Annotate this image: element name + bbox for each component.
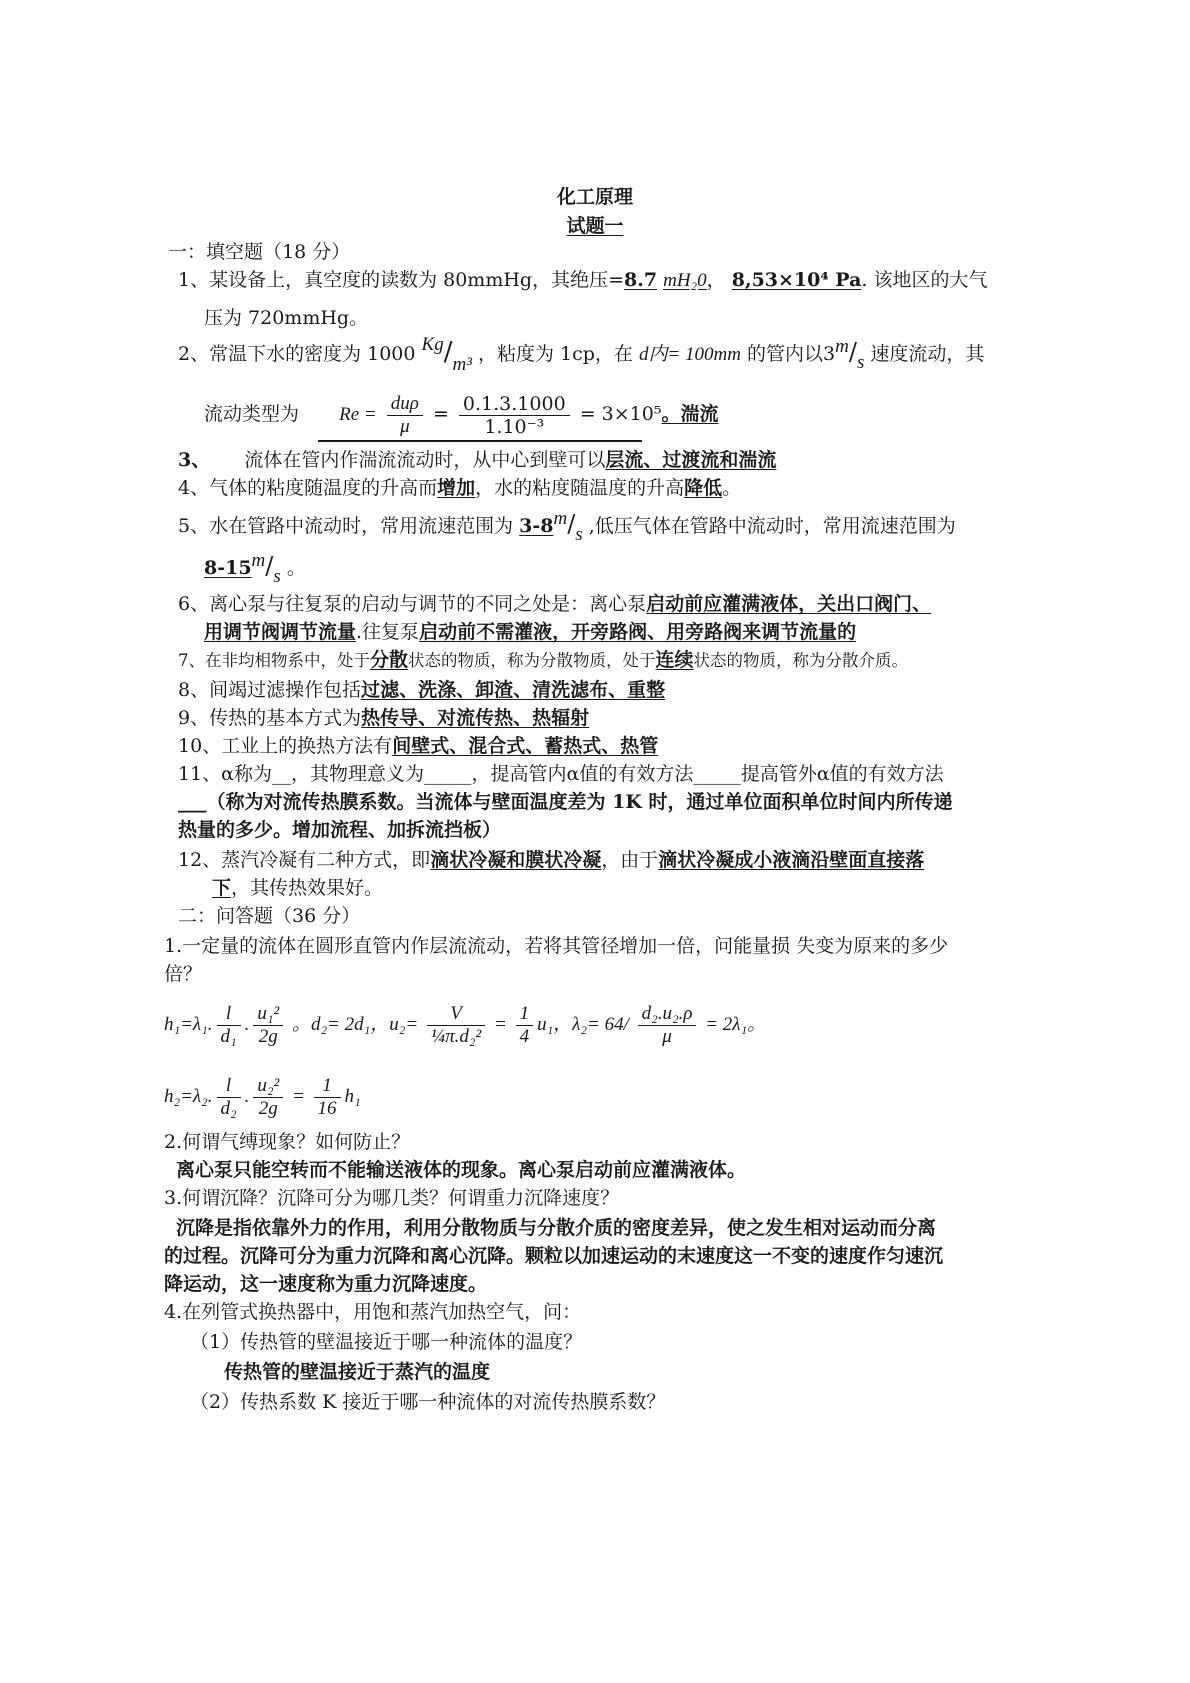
f2-sixteen: 16 <box>317 1098 337 1120</box>
f2-h1: h₁ <box>344 1086 361 1107</box>
q2-text-e: 流动类型为 <box>204 403 300 425</box>
q2-re: Re = <box>339 404 377 425</box>
q1-answer-b: 8,53×10⁴ Pa <box>731 269 862 291</box>
p2q4-question: 4.在列管式换热器中，用饱和蒸汽加热空气，问： <box>164 1301 582 1323</box>
q6-answer-a: 启动前应灌满液体，关出口阀门、 <box>646 593 932 615</box>
q2-text-d: 速度流动，其 <box>870 343 985 365</box>
q11-line2: ___（称为对流传热膜系数。当流体与壁面温度差为 1K 时，通过单位面积单位时间内所传递 <box>178 791 953 813</box>
q11-line3: 热量的多少。增加流程、加拆流挡板） <box>178 819 502 841</box>
f2-frac-l-d2 <box>217 1075 241 1120</box>
q5-text-c: 。 <box>286 557 306 579</box>
q3-line <box>178 446 1190 474</box>
q8-answer: 过滤、洗涤、卸渣、清洗滤布、重整 <box>361 679 666 701</box>
q1-line1 <box>178 266 1190 295</box>
q5-slash2: / <box>265 552 274 580</box>
q2-text-c: 的管内以 <box>747 343 824 365</box>
f2-frac-sixteenth <box>314 1075 341 1120</box>
f2-one: 1 <box>314 1075 341 1098</box>
q2-s: s <box>856 352 865 373</box>
q8-line <box>178 676 1190 704</box>
q2-line2 <box>204 390 1190 439</box>
q7-answer-b: 连续 <box>655 649 694 671</box>
f1-frac-re <box>638 1003 697 1048</box>
q2-din: d内= 100mm <box>638 344 741 365</box>
q5-answer-a: 3-8 <box>519 515 554 537</box>
f1-frac-l-d1 <box>217 1003 241 1048</box>
q2-eq: = <box>432 403 449 425</box>
q2-frac2 <box>459 393 570 438</box>
p2q3-answer-line3: 降运动，这一速度称为重力沉降速度。 <box>164 1273 488 1295</box>
q3-text: 流体在管内作湍流流动时，从中心到壁可以 <box>244 449 606 471</box>
f1-v: V <box>427 1003 485 1026</box>
f1-l: l <box>217 1003 241 1026</box>
p2q4-sub1: （1）传热管的壁温接近于哪一种流体的温度？ <box>190 1331 583 1353</box>
p2q1-formula1: h₁=λ₁. $\frac{l}{\text{d₁}}$ . $\frac{\text{u₁²}}{2g}$ 。d₂= 2d₁，u₂= $\frac{V}{\text{¼π.d₂²}}$ = $\frac{1}{4}$ u₁，λ₂= 64/ $\frac{\text{d₂.u₂.ρ}}{\mu}$ = 2λ₁。 <box>164 1003 767 1048</box>
q1-sep: ， <box>706 269 726 291</box>
q2-slash: / <box>443 337 453 367</box>
q5-line1 <box>178 508 1190 545</box>
q12-line1 <box>178 846 1190 874</box>
q5-text-b: ,低压气体在管路中流动时，常用流速范围为 <box>588 515 956 537</box>
q6-answer-c: 启动前不需灌液，开旁路阀、用旁路阀来调节流量的 <box>419 621 857 643</box>
q1-text-a: 1、某设备上，真空度的读数为 80mmHg，其绝压= <box>178 269 624 291</box>
q2-m3: m³ <box>452 354 472 375</box>
q5-line2 <box>204 550 1190 587</box>
q11-line1: 11、α称为__，其物理意义为_____，提高管内α值的有效方法_____提高管外α值的有效方法 <box>178 763 944 785</box>
q2-frac2-num: 0.1.3.1000 <box>459 393 570 416</box>
f1-end: = 2λ₁。 <box>705 1014 767 1035</box>
course-title: 化工原理 <box>556 186 633 208</box>
q12-answer-b: 滴状冷凝成小液滴沿壁面直接落 <box>658 849 925 871</box>
q2-underline <box>318 440 642 442</box>
q1-text-b: . 该地区的大气 <box>861 269 988 291</box>
q12-text-b: ，由于 <box>601 849 659 871</box>
q2-text-a: 2、常温下水的密度为 1000 <box>178 343 416 365</box>
q2-text-b: ，粘度为 1cp，在 <box>477 343 633 365</box>
q5-s: s <box>575 524 583 545</box>
q12-text-a: 12、蒸汽冷凝有二种方式，即 <box>178 849 431 871</box>
part2-heading: 二：问答题（36 分） <box>178 905 361 927</box>
q10-line <box>178 732 1190 760</box>
q2-frac2-den: 1.10⁻³ <box>484 415 545 438</box>
q12-answer-c: 下 <box>212 877 232 899</box>
q6-text-a: 6、离心泵与往复泵的启动与调节的不同之处是：离心泵 <box>178 593 647 615</box>
q2-m: m <box>835 336 849 357</box>
q6-line1 <box>178 590 1190 618</box>
q7-text-c: 状态的物质，称为分散介质。 <box>693 651 909 670</box>
f1-d2u2rho: d₂.u₂.ρ <box>638 1003 697 1026</box>
q9-answer: 热传导、对流传热、热辐射 <box>361 707 590 729</box>
q1-answer-a: 8.7 <box>624 269 658 291</box>
q4-text-b: ，水的粘度随温度的升高 <box>475 477 685 499</box>
f2-d2: d₂ <box>220 1098 237 1120</box>
q5-s2: s <box>273 566 281 587</box>
q7-text-b: 状态的物质，称为分散物质，处于 <box>408 651 656 670</box>
q5-m: m <box>553 508 568 529</box>
p2q1-formula2: h₂=λ₂. $\frac{l}{\text{d₂}}$ . $\frac{\text{u₂²}}{2g}$ = $\frac{1}{16}$ h₁ <box>164 1075 361 1120</box>
p2q3-question: 3.何谓沉降？沉降可分为哪几类？何谓重力沉降速度？ <box>164 1187 620 1209</box>
f2-2g: 2g <box>258 1098 278 1120</box>
q2-speed: 3 <box>823 343 836 365</box>
p2q1-line1: 1.一定量的流体在圆形直管内作层流流动，若将其管径增加一倍，问能量损 失变为原来的多少 <box>164 935 949 957</box>
f1-mid: 。d₂= 2d₁，u₂= <box>291 1014 419 1035</box>
q2-frac1-den: μ <box>400 415 410 437</box>
f1-h1: h₁=λ₁. <box>164 1014 213 1035</box>
f2-eq: = <box>291 1086 305 1107</box>
q4-text-a: 4、气体的粘度随温度的升高而 <box>178 477 438 499</box>
f2-h2: h₂=λ₂. <box>164 1086 213 1107</box>
q2-frac1 <box>387 393 423 438</box>
p2q2-question: 2.何谓气缚现象？如何防止？ <box>164 1131 411 1153</box>
q10-text: 10、工业上的换热方法有 <box>178 735 393 757</box>
q5-answer-b: 8-15 <box>204 557 252 579</box>
q6-line2 <box>204 618 1190 646</box>
q6-text-b: .往复泵 <box>356 621 420 643</box>
q7-text-a: 7、在非均相物系中，处于 <box>178 651 370 670</box>
q9-line <box>178 704 1190 732</box>
q2-answer: 。湍流 <box>661 403 719 425</box>
q4-answer-a: 增加 <box>437 477 476 499</box>
f1-u1: u₁，λ₂= 64/ <box>537 1014 629 1035</box>
f1-frac-quarter <box>516 1003 534 1048</box>
part1-heading: 一：填空题（18 分） <box>168 241 351 263</box>
p2q4-sub2: （2）传热系数 K 接近于哪一种流体的对流传热膜系数？ <box>190 1391 666 1413</box>
q12-line2 <box>212 874 1190 902</box>
q5-text-a: 5、水在管路中流动时，常用流速范围为 <box>178 515 514 537</box>
q5-m2: m <box>251 550 266 571</box>
q6-answer-b: 用调节阀调节流量 <box>204 621 357 643</box>
p2q3-answer-line1: 沉降是指依靠外力的作用，利用分散物质与分散介质的密度差异，使之发生相对运动而分离 <box>176 1217 937 1239</box>
q10-answer: 间壁式、混合式、蓄热式、热管 <box>392 735 659 757</box>
p2q4-answer1: 传热管的壁温接近于蒸汽的温度 <box>224 1361 491 1383</box>
q4-answer-b: 降低 <box>684 477 723 499</box>
p2q2-answer: 离心泵只能空转而不能输送液体的现象。离心泵启动前应灌满液体。 <box>176 1159 747 1181</box>
q3-num: 3、 <box>178 449 211 471</box>
q2-kg: Kg <box>421 334 444 355</box>
q4-text-c: 。 <box>722 477 742 499</box>
f1-u1sq: u₁² <box>253 1003 283 1026</box>
paper-title <box>0 212 1190 240</box>
f1-2g: 2g <box>258 1026 278 1048</box>
f1-mu: μ <box>662 1026 672 1048</box>
q5-slash: / <box>567 510 576 538</box>
q2-result: = 3×10⁵ <box>579 403 662 425</box>
f1-frac-u1 <box>253 1003 283 1048</box>
q12-text-c: ，其传热效果好。 <box>231 877 384 899</box>
p2q1-line2: 倍？ <box>164 963 203 985</box>
q3-answer: 层流、过渡流和湍流 <box>605 449 777 471</box>
q1-answer-unit: mH₂0 <box>663 270 707 291</box>
f1-four: 4 <box>519 1026 530 1048</box>
paper-title-text: 试题一 <box>566 215 624 237</box>
f2-u2sq: u₂² <box>253 1075 283 1098</box>
q7-answer-a: 分散 <box>370 649 409 671</box>
f1-d1: d₁ <box>220 1026 237 1048</box>
q4-line <box>178 474 1190 502</box>
f1-eq: = <box>493 1014 507 1035</box>
q8-text: 8、间竭过滤操作包括 <box>178 679 362 701</box>
q2-slash2: / <box>848 338 857 366</box>
f2-frac-u2 <box>253 1075 283 1120</box>
f1-frac-v <box>427 1003 485 1048</box>
f1-one: 1 <box>516 1003 534 1026</box>
q2-line1 <box>178 334 1190 375</box>
q1-line2: 压为 720mmHg。 <box>204 307 369 329</box>
q9-text: 9、传热的基本方式为 <box>178 707 362 729</box>
f2-l: l <box>217 1075 241 1098</box>
q12-answer-a: 滴状冷凝和膜状冷凝 <box>430 849 602 871</box>
q7-line <box>178 646 1190 675</box>
p2q3-answer-line2: 的过程。沉降可分为重力沉降和离心沉降。颗粒以加速运动的末速度这一不变的速度作匀速沉 <box>164 1245 944 1267</box>
q2-frac1-num: duρ <box>387 393 423 416</box>
f1-quarter-pi: ¼π.d₂² <box>430 1026 482 1048</box>
